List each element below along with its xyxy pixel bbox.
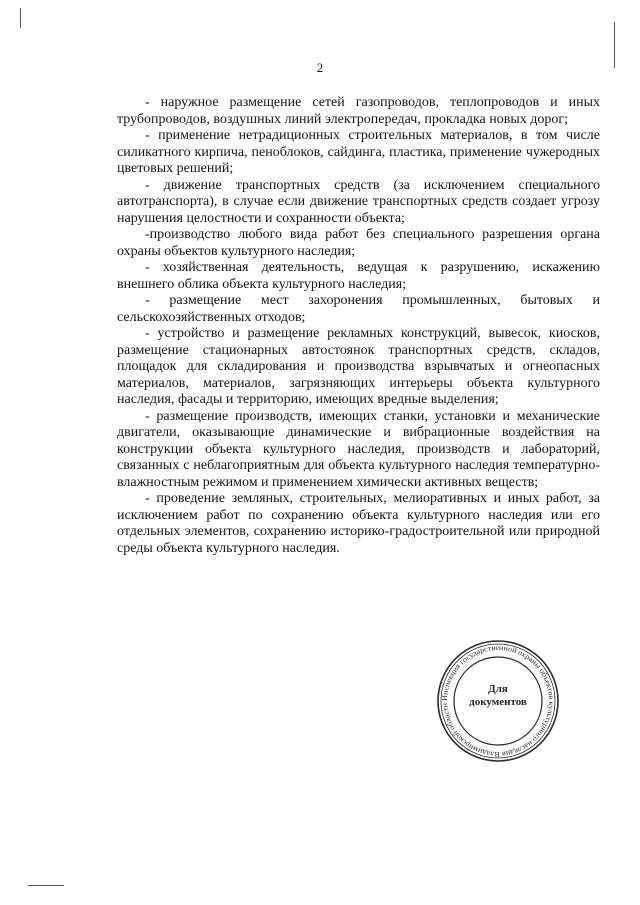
paragraph: - применение нетрадиционных строительных материалов, в том числе силикатного кирпича, пеноблоков, сайдинга, пластика, применение чужеродных цветовых решений; (117, 128, 600, 176)
page-number: 2 (316, 60, 324, 75)
scan-edge-mark (28, 885, 64, 886)
paragraph: - наружное размещение сетей газопроводов, теплопроводов и иных трубопроводов, воздушных линий электропередач, прокладка новых дорог; (117, 95, 600, 127)
paragraph: - размещение производств, имеющих станки, установки и механические двигатели, оказывающие динамические и вибрационные воздействия на конструкции объекта культурного наследия, производств и лабораторий, связанных с неблагоприятным для объекта культурного наследия температурно-влажностным режимом и применением химически активных веществ; (117, 408, 600, 490)
paragraph: - хозяйственная деятельность, ведущая к разрушению, искажению внешнего облика объекта культурного наследия; (117, 260, 600, 292)
document-stamp (435, 638, 561, 764)
scan-edge-mark (20, 8, 21, 28)
body-text (117, 95, 600, 557)
paragraph: - устройство и размещение рекламных конструкций, вывесок, киосков, размещение стационарных автостоянок транспортных средств, складов, площадок для складирования и производства взрывчатых и огнеопасных материалов, материалов, загрязняющих интерьеры объекта культурного наследия, фасады и территорию, имеющих вредные выделения; (117, 326, 600, 407)
stamp-ring-text: Инспекция государственной охраны объектов культурного наследия Владимирской области (439, 642, 557, 760)
scan-edge-mark (614, 22, 615, 68)
stamp-center-text (435, 683, 561, 709)
paragraph: - размещение мест захоронения промышленных, бытовых и сельскохозяйственных отходов; (117, 293, 600, 325)
stamp-center-line: документов (469, 696, 527, 708)
paragraph: - движение транспортных средств (за исключением специального автотранспорта), в случае если движение транспортных средств создает угрозу нарушения целостности и сохранности объекта; (117, 177, 600, 226)
paragraph: - проведение земляных, строительных, мелиоративных и иных работ, за исключением работ по сохранению объекта культурного наследия или его отдельных элементов, сохранению историко-градостроительной или природной среды объекта культурного наследия. (117, 491, 600, 556)
stamp-center-line: Для (488, 683, 508, 695)
paragraph: -производство любого вида работ без специального разрешения органа охраны объектов культурного наследия; (117, 227, 600, 259)
